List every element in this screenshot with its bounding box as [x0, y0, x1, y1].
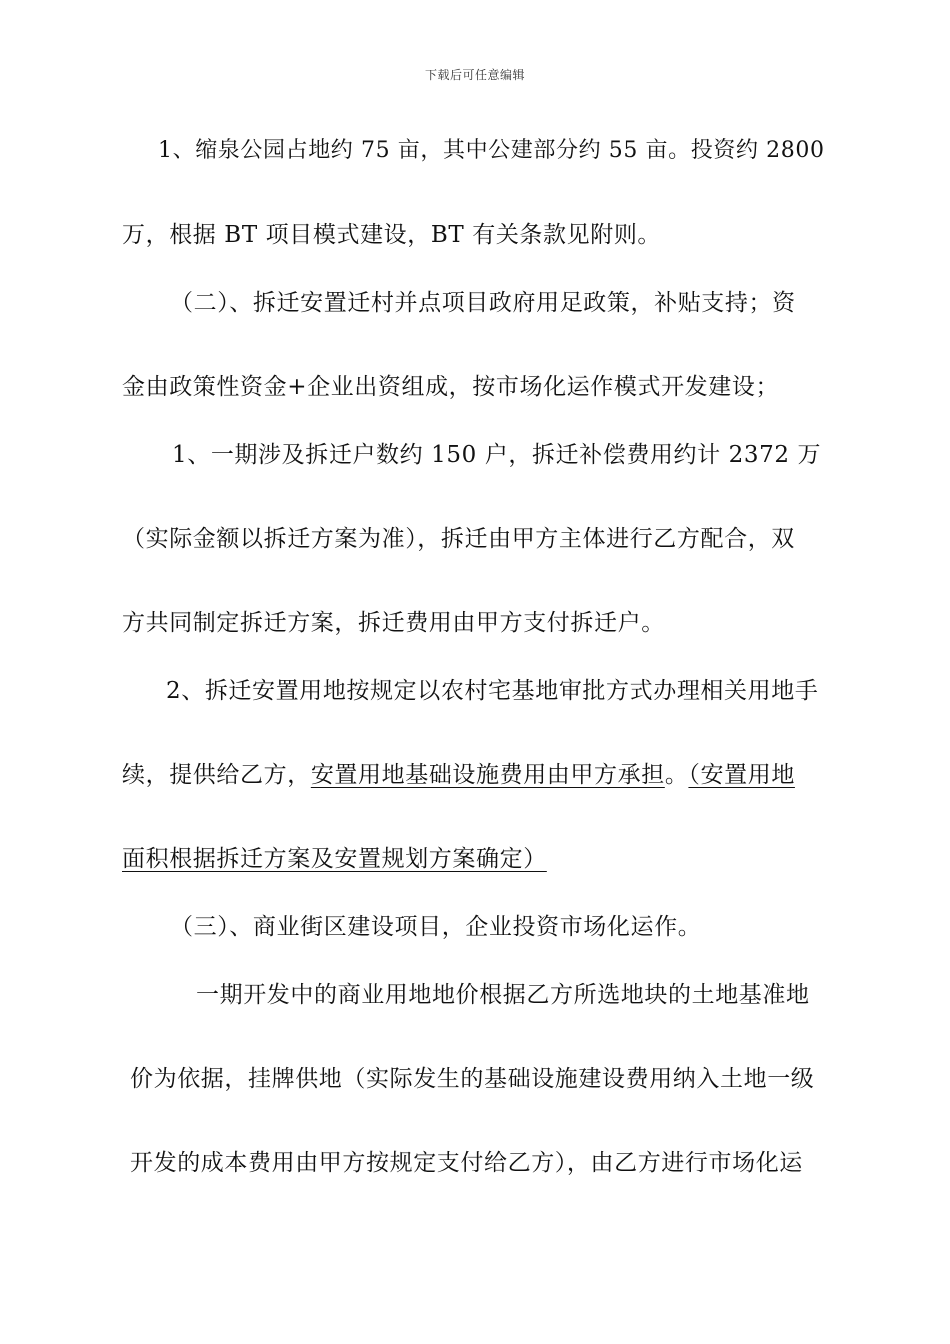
line-9-prefix: 续，提供给乙方，: [122, 762, 311, 788]
paragraph-line-1: 1、缩泉公园占地约 75 亩，其中公建部分约 55 亩。投资约 2800: [158, 138, 825, 163]
underlined-infrastructure-cost: 安置用地基础设施费用由甲方承担: [310, 762, 665, 788]
paragraph-line-7: 方共同制定拆迁方案，拆迁费用由甲方支付拆迁户。: [122, 610, 665, 636]
paragraph-line-9: [122, 760, 795, 790]
paragraph-line-4: 金由政策性资金+企业出资组成，按市场化运作模式开发建设；: [122, 374, 780, 400]
paragraph-line-12: 一期开发中的商业用地地价根据乙方所选地块的土地基准地: [196, 982, 810, 1008]
line-9-middle: 。: [664, 762, 689, 788]
page-header: 下载后可任意编辑: [424, 68, 525, 82]
paragraph-line-5: 1、一期涉及拆迁户数约 150 户，拆迁补偿费用约计 2372 万: [172, 442, 822, 468]
paragraph-line-8: 2、拆迁安置用地按规定以农村宅基地审批方式办理相关用地手: [166, 678, 819, 704]
paragraph-line-2: 万，根据 BT 项目模式建设，BT 有关条款见附则。: [122, 222, 662, 248]
paragraph-line-10: [122, 844, 547, 874]
paragraph-line-3: （二）、拆迁安置迁村并点项目政府用足政策，补贴支持；资: [170, 290, 796, 316]
underlined-resettlement-area-start: （安置用地: [688, 762, 795, 788]
paragraph-line-13: 价为依据，挂牌供地（实际发生的基础设施建设费用纳入土地一级: [130, 1066, 815, 1092]
underlined-resettlement-area-end: 面积根据拆迁方案及安置规划方案确定）: [122, 846, 547, 872]
paragraph-line-11: （三）、商业街区建设项目，企业投资市场化运作。: [170, 914, 702, 940]
paragraph-line-14: 开发的成本费用由甲方按规定支付给乙方），由乙方进行市场化运: [130, 1150, 803, 1176]
paragraph-line-6: （实际金额以拆迁方案为准），拆迁由甲方主体进行乙方配合，双: [122, 526, 795, 552]
